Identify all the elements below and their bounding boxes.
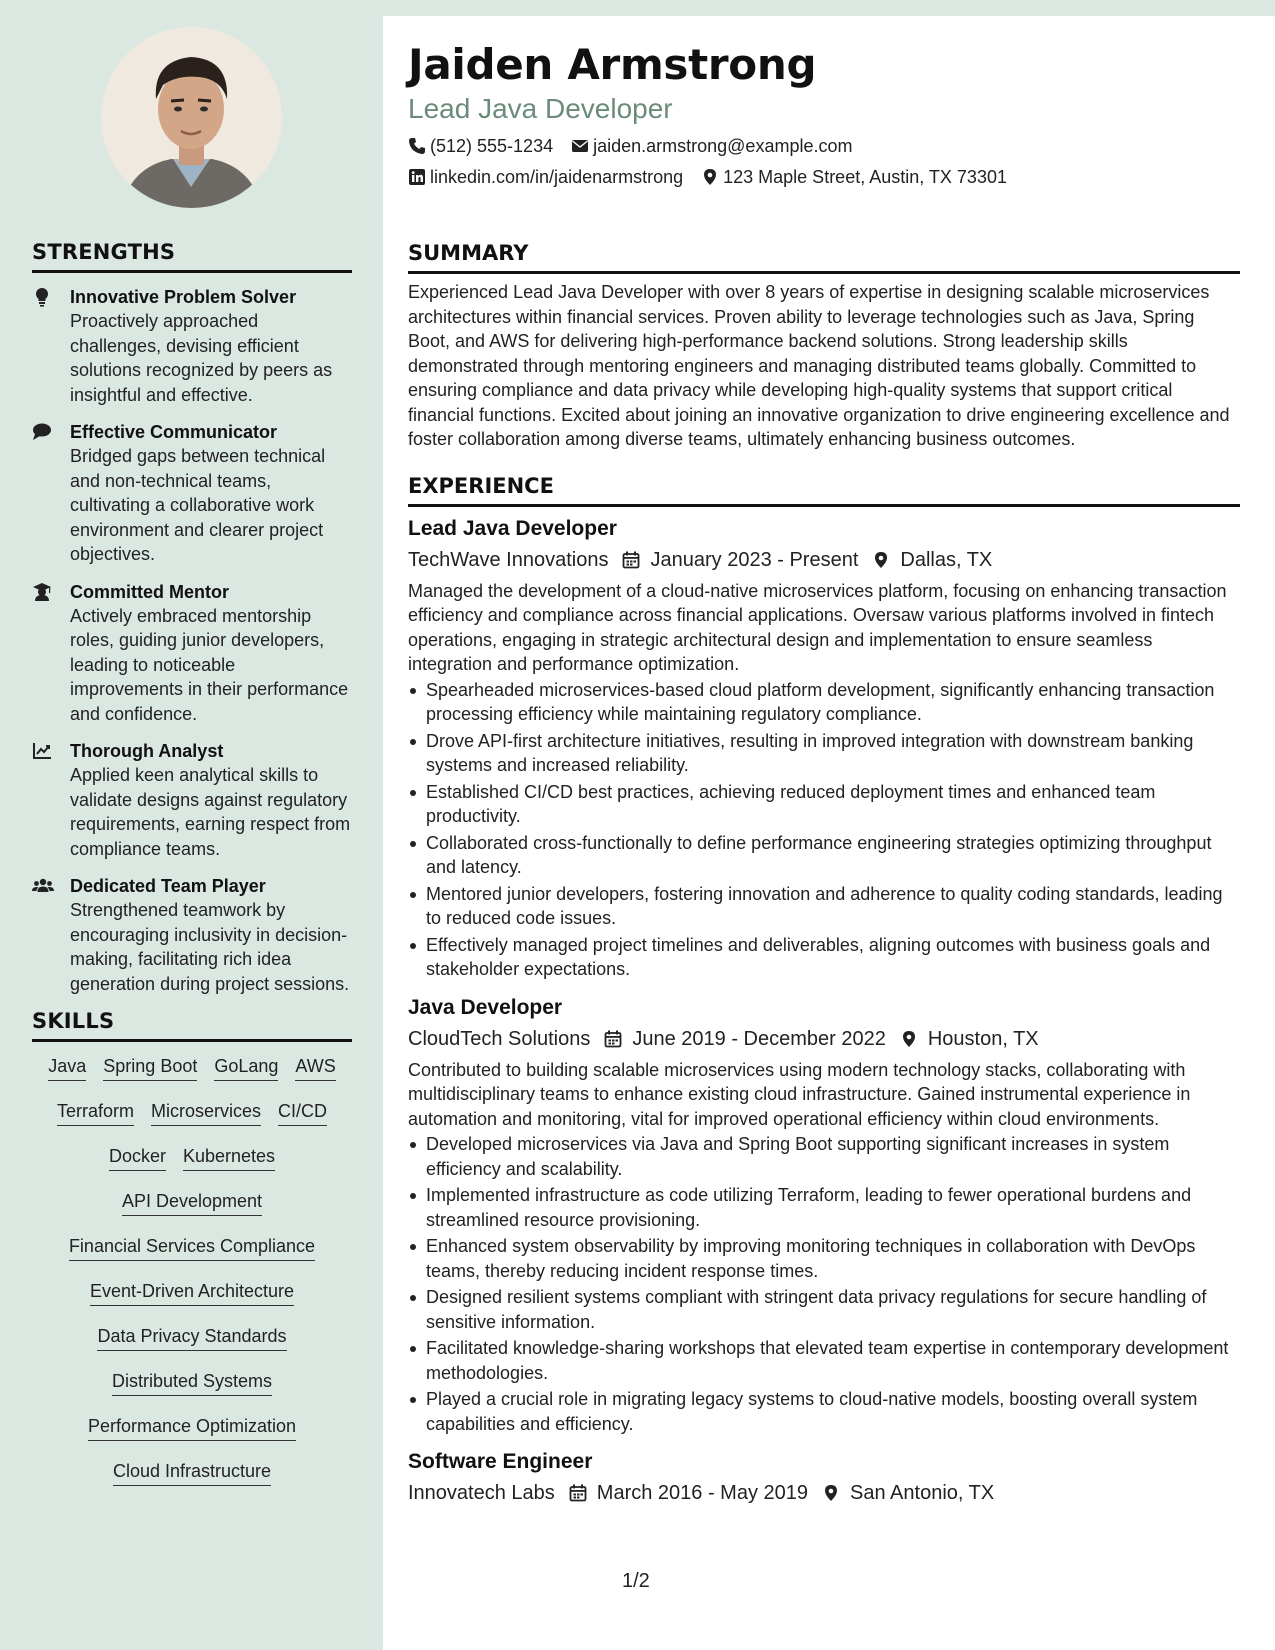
users-icon xyxy=(32,874,70,996)
strength-item xyxy=(32,285,352,407)
experience-heading: EXPERIENCE xyxy=(408,474,1240,507)
skill-tag: Financial Services Compliance xyxy=(69,1234,315,1261)
skill-tag: Microservices xyxy=(151,1099,261,1126)
skill-tag: CI/CD xyxy=(278,1099,327,1126)
job-company: Innovatech Labs xyxy=(408,1482,555,1504)
strength-title: Innovative Problem Solver xyxy=(70,287,297,307)
phone-icon xyxy=(408,137,426,155)
bullet-item: Enhanced system observability by improving monitoring techniques in collaboration with DevOps teams, thereby reducing incident response times. xyxy=(408,1234,1240,1283)
job-dates: June 2019 - December 2022 xyxy=(632,1027,886,1050)
strength-title: Effective Communicator xyxy=(70,422,278,442)
job-role: Lead Java Developer xyxy=(408,516,617,540)
calendar-icon xyxy=(604,1030,622,1048)
job-dates: January 2023 - Present xyxy=(650,548,859,571)
skill-tag: Data Privacy Standards xyxy=(97,1324,286,1351)
speech-bubble-icon xyxy=(32,420,70,567)
graduate-icon xyxy=(32,580,70,727)
skill-tag: Distributed Systems xyxy=(112,1369,272,1396)
job-location: San Antonio, TX xyxy=(850,1482,995,1504)
job-entry xyxy=(408,1448,1240,1508)
job-meta xyxy=(408,1478,1240,1508)
job-description: Managed the development of a cloud-native microservices platform, focusing on enhancing transaction efficiency and compliance across financial applications. Oversaw various platforms involved in fintech operations, engaging in strategic architectural design and implementation to ensure seamless integration and performance optimization. xyxy=(408,580,1227,674)
bullet-item: Facilitated knowledge-sharing workshops that elevated team expertise in contemporary development methodologies. xyxy=(408,1336,1240,1385)
envelope-icon xyxy=(571,137,589,155)
map-pin-icon xyxy=(872,551,890,569)
strength-desc: Applied keen analytical skills to validate designs against regulatory requirements, earning respect from compliance teams. xyxy=(70,765,351,859)
bullet-item: Designed resilient systems compliant with stringent data privacy regulations for secure handling of sensitive information. xyxy=(408,1285,1240,1334)
sidebar-content xyxy=(32,240,352,1504)
strength-desc: Strengthened teamwork by encouraging inclusivity in decision-making, facilitating rich idea generation during project sessions. xyxy=(70,900,350,994)
strengths-heading: STRENGTHS xyxy=(32,240,352,273)
address-text: 123 Maple Street, Austin, TX 73301 xyxy=(723,167,1007,187)
strength-item xyxy=(32,420,352,567)
sidebar xyxy=(0,0,383,1650)
line-chart-icon xyxy=(32,739,70,861)
summary-heading: SUMMARY xyxy=(408,241,1240,274)
avatar xyxy=(101,27,282,208)
contact-row xyxy=(408,134,1240,158)
skill-tag: Docker xyxy=(109,1144,166,1171)
strength-item xyxy=(32,739,352,861)
skill-tag: Event-Driven Architecture xyxy=(90,1279,294,1306)
job-entry xyxy=(408,515,1240,982)
linkedin-icon xyxy=(408,168,426,186)
person-title: Lead Java Developer xyxy=(408,93,673,124)
lightbulb-icon xyxy=(32,285,70,407)
bullet-item: Effectively managed project timelines and deliverables, aligning outcomes with business goals and stakeholder expectations. xyxy=(408,933,1240,982)
bullet-item: Established CI/CD best practices, achieving reduced deployment times and enhanced team productivity. xyxy=(408,780,1240,829)
bullet-item: Implemented infrastructure as code utilizing Terraform, leading to fewer operational burdens and streamlined resource provisioning. xyxy=(408,1183,1240,1232)
strength-title: Thorough Analyst xyxy=(70,741,224,761)
phone-text[interactable]: (512) 555-1234 xyxy=(430,136,554,156)
job-company: TechWave Innovations xyxy=(408,548,609,571)
job-meta xyxy=(408,1024,1240,1054)
skill-tag: GoLang xyxy=(214,1054,278,1081)
avatar-portrait-icon xyxy=(101,27,282,208)
strength-desc: Bridged gaps between technical and non-technical teams, cultivating a collaborative work environment and clearer project objectives. xyxy=(70,446,326,564)
job-bullets xyxy=(408,678,1240,982)
strength-item xyxy=(32,580,352,727)
skill-tag: Kubernetes xyxy=(183,1144,275,1171)
contact-row-2 xyxy=(408,165,1240,189)
strength-desc: Actively embraced mentorship roles, guiding junior developers, leading to noticeable improvements in their performance and confidence. xyxy=(70,605,349,724)
strength-desc: Proactively approached challenges, devising efficient solutions recognized by peers as insightful and effective. xyxy=(70,311,333,405)
job-location: Dallas, TX xyxy=(900,548,993,571)
job-bullets xyxy=(408,1132,1240,1436)
map-pin-icon xyxy=(822,1484,840,1502)
skills-heading: SKILLS xyxy=(32,1009,352,1042)
experience-section xyxy=(408,474,1240,1509)
job-company: CloudTech Solutions xyxy=(408,1027,591,1050)
summary-text: Experienced Lead Java Developer with over 8 years of expertise in designing scalable microservices architectures within financial services. Proven ability to leverage technologies such as Java, Spring Boot, and AWS for delivering high-performance backend solutions. Strong leadership skills demonstrated through mentoring engineers and managing distributed teams globally. Committed to ensuring compliance and data privacy while developing high-quality systems that support critical financial functions. Excited about joining an innovative organization to drive engineering excellence and foster collaboration among diverse teams, ultimately enhancing business outcomes. xyxy=(408,282,1230,449)
person-name: Jaiden Armstrong xyxy=(408,40,817,89)
skill-tag: AWS xyxy=(295,1054,335,1081)
linkedin-link[interactable]: linkedin.com/in/jaidenarmstrong xyxy=(430,167,684,187)
strength-title: Committed Mentor xyxy=(70,581,229,602)
skills-list xyxy=(32,1054,352,1486)
job-location: Houston, TX xyxy=(927,1027,1039,1050)
bullet-item: Mentored junior developers, fostering innovation and adherence to quality coding standards, leading to reduced code issues. xyxy=(408,882,1240,931)
job-role: Software Engineer xyxy=(408,1450,593,1473)
job-description: Contributed to building scalable microservices using modern technology stacks, collaborating with multidisciplinary teams to enhance existing cloud infrastructure. Gained instrumental experience in automation and monitoring, vital for improved operational efficiency within cloud environments. xyxy=(408,1059,1191,1129)
skill-tag: Spring Boot xyxy=(103,1054,197,1081)
skill-tag: API Development xyxy=(122,1189,262,1216)
skill-tag: Terraform xyxy=(57,1099,134,1126)
bullet-item: Played a crucial role in migrating legacy systems to cloud-native models, boosting overall system capabilities and efficiency. xyxy=(408,1387,1240,1436)
page-number: 1/2 xyxy=(622,1570,650,1592)
skill-tag: Cloud Infrastructure xyxy=(113,1459,271,1486)
job-role: Java Developer xyxy=(408,995,563,1019)
job-entry xyxy=(408,994,1240,1437)
bullet-item: Developed microservices via Java and Spring Boot supporting significant increases in system efficiency and scalability. xyxy=(408,1132,1240,1181)
calendar-icon xyxy=(622,551,640,569)
job-meta xyxy=(408,545,1240,575)
summary-section xyxy=(408,241,1240,452)
bullet-item: Drove API-first architecture initiatives, resulting in improved integration with downstream banking systems and increased reliability. xyxy=(408,729,1240,778)
strengths-list xyxy=(32,285,352,996)
email-link[interactable]: jaiden.armstrong@example.com xyxy=(593,136,853,156)
strength-item xyxy=(32,874,352,996)
map-pin-icon xyxy=(900,1030,918,1048)
skill-tag: Performance Optimization xyxy=(88,1414,296,1441)
skill-tag: Java xyxy=(48,1054,86,1081)
calendar-icon xyxy=(569,1484,587,1502)
job-dates: March 2016 - May 2019 xyxy=(596,1482,809,1504)
bullet-item: Collaborated cross-functionally to define performance engineering strategies optimizing throughput and latency. xyxy=(408,831,1240,880)
main-content xyxy=(408,40,1240,1508)
strength-title: Dedicated Team Player xyxy=(70,876,266,896)
bullet-item: Spearheaded microservices-based cloud platform development, significantly enhancing transaction processing efficiency while maintaining regulatory compliance. xyxy=(408,678,1240,727)
map-pin-icon xyxy=(701,168,719,186)
